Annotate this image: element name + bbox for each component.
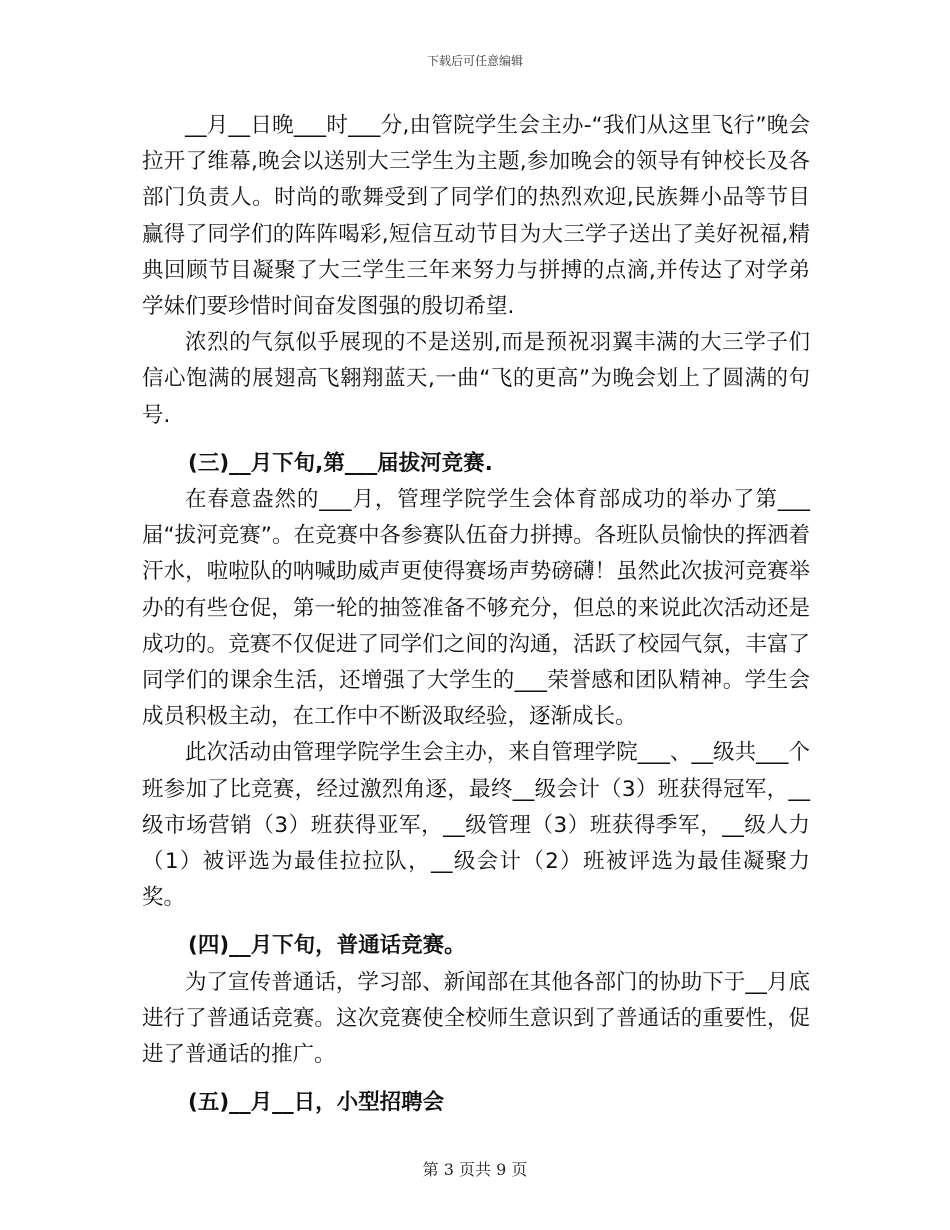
paragraph-tug-of-war: 在春意盎然的___月，管理学院学生会体育部成功的举办了第___届“拔河竞赛”。在竞赛中各参赛队伍奋力拼搏。各班队员愉快的挥洒着汗水，啦啦队的呐喊助威声更使得赛场声势磅礴！虽然此次拔河竞赛举办的有些仓促，第一轮的抽签准备不够充分，但总的来说此次活动还是成功的。竞赛不仅促进了同学们之间的沟通，活跃了校园气氛，丰富了同学们的课余生活，还增强了大学生的___荣誉感和团队精神。学生会成员积极主动，在工作中不断汲取经验，逐渐成长。 (142, 487, 810, 730)
section-heading-tug-of-war: (三)__月下旬,第___届拔河竞赛. (188, 450, 493, 476)
page-footer: 第 3 页共 9 页 (422, 1160, 528, 1179)
paragraph-tug-of-war-results: 此次活动由管理学院学生会主办，来自管理学院___、__级共___个班参加了比竞赛，经过激烈角逐，最终__级会计（3）班获得冠军，__级市场营销（3）班获得亚军，__级管理（3）班获得季军，__级人力（1）被评选为最佳拉拉队，__级会计（2）班被评选为最佳凝聚力奖。 (142, 740, 810, 911)
paragraph-evening-party: __月__日晚___时___分,由管院学生会主办-“我们从这里飞行”晚会拉开了维幕,晚会以送别大三学生为主题,参加晚会的领导有钟校长及各部门负责人。时尚的歌舞受到了同学们的热烈欢迎,民族舞小品等节目赢得了同学们的阵阵喝彩,短信互动节目为大三学子送出了美好祝福,精典回顾节目凝聚了大三学生三年来努力与拼搏的点滴,并传达了对学弟学妹们要珍惜时间奋发图强的殷切希望. (142, 113, 810, 320)
section-heading-mandarin-contest: (四)__月下旬，普通话竞赛。 (188, 933, 466, 959)
paragraph-party-atmosphere: 浓烈的气氛似乎展现的不是送别,而是预祝羽翼丰满的大三学子们信心饱满的展翅高飞翱翔蓝天,一曲“飞的更高”为晚会划上了圆满的句号. (142, 330, 810, 428)
section-heading-job-fair: (五)__月__日，小型招聘会 (188, 1090, 445, 1116)
paragraph-mandarin-contest: 为了宣传普通话，学习部、新闻部在其他各部门的协助下于__月底进行了普通话竞赛。这次竞赛使全校师生意识到了普通话的重要性，促进了普通话的推广。 (142, 969, 810, 1068)
page-header: 下载后可任意编辑 (426, 54, 523, 68)
document-body (142, 108, 810, 1121)
